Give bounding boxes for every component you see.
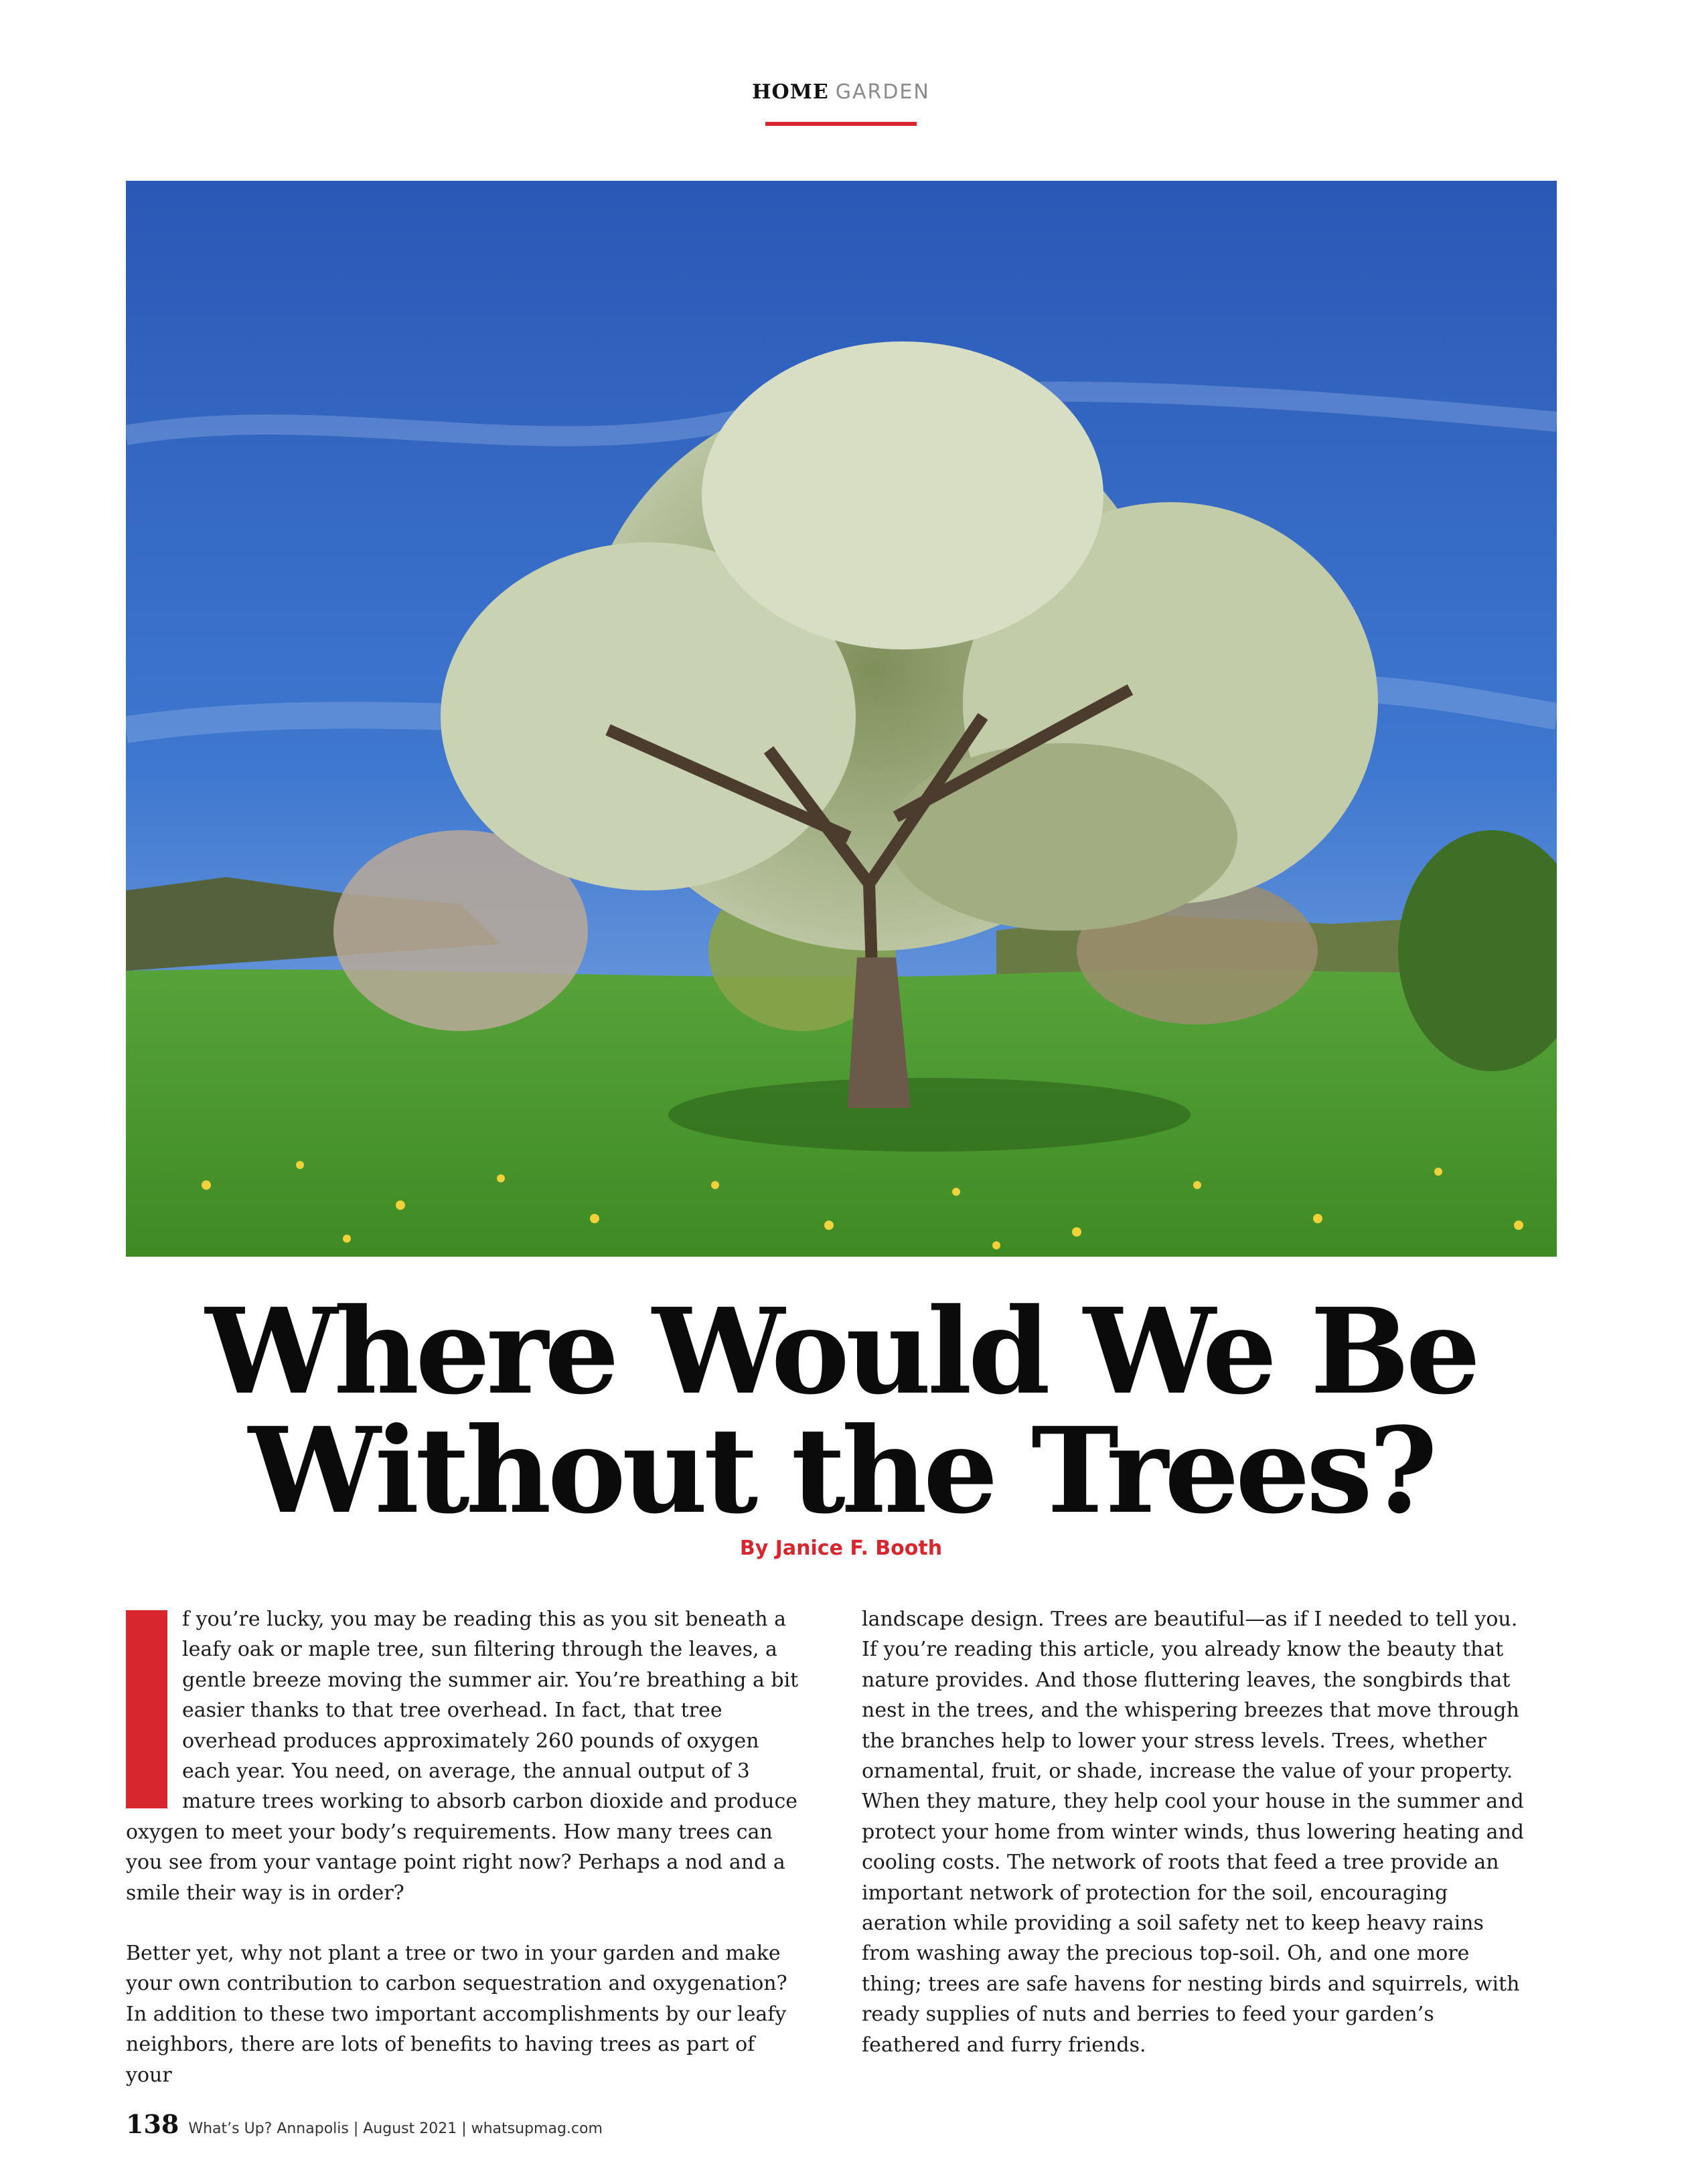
article-title-line-1: Where Would We Be	[205, 1282, 1477, 1421]
article-column-left	[126, 1604, 799, 2090]
section-subhead: GARDEN	[835, 80, 930, 104]
page-number: 138	[126, 2109, 179, 2139]
drop-cap	[126, 1610, 167, 1808]
section-kicker: HOME	[752, 80, 829, 104]
article-column-right	[862, 1604, 1535, 2060]
section-rule	[765, 122, 917, 126]
paragraph: landscape design. Trees are beautiful—as if I needed to tell you. If you’re reading this article, you already know the beauty that nature provides. And those fluttering leaves, the songbirds that nest in the trees, and the whispering breezes that move through the branches help to lower your stress levels. Trees, whether ornamental, fruit, or shade, increase the value of your property. When they mature, they help cool your house in the summer and protect your home from winter winds, thus lowering heating and cooling costs. The network of roots that feed a tree provide an important network of protection for the soil, encouraging aeration while providing a soil safety net to keep heavy rains from washing away the precious top-soil. Oh, and one more thing; trees are safe havens for nesting birds and squirrels, with ready supplies of nuts and berries to feed your garden’s feathered and furry friends.	[862, 1608, 1524, 2057]
page-footer	[126, 2109, 603, 2139]
hero-photo	[126, 181, 1557, 1257]
section-header	[0, 80, 1682, 104]
paragraph-text: f you’re lucky, you may be reading this as you sit beneath a leafy oak or maple tree, sun filtering through the leaves, a gentle breeze moving the summer air. You’re breathing a bit easier thanks to that tree overhead. In fact, that tree overhead produces approximately 260 pounds of oxygen each year. You need, on average, the annual output of 3 mature trees working to absorb carbon dioxide and produce oxygen to meet your body’s requirements. How many trees can you see from your vantage point right now? Perhaps a nod and a smile their way is in order?	[126, 1608, 799, 1905]
paragraph: Better yet, why not plant a tree or two in your garden and make your own contribution to carbon sequestration and oxygenation? In addition to these two important accomplishments by our leafy neighbors, there are lots of benefits to having trees as part of your	[126, 1942, 787, 2087]
byline: By Janice F. Booth	[739, 1537, 943, 1560]
paragraph	[126, 1604, 799, 1908]
article-title-line-2: Without the Trees?	[248, 1401, 1434, 1540]
footer-info: What’s Up? Annapolis | August 2021 | whatsupmag.com	[188, 2120, 603, 2137]
article-title	[0, 1282, 1682, 1540]
